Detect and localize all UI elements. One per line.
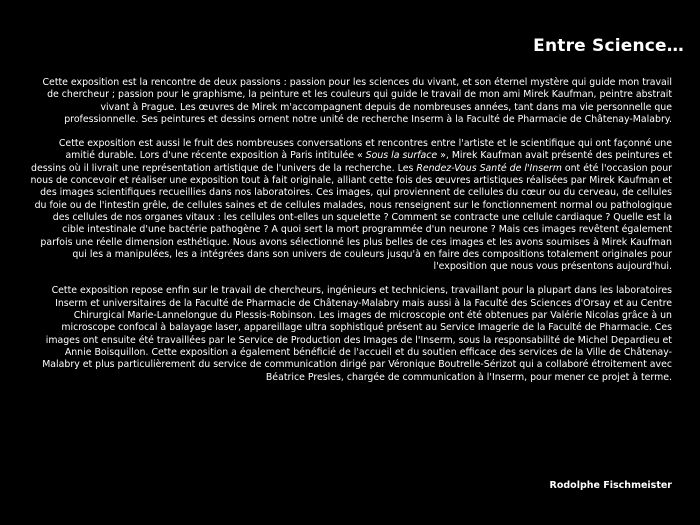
paragraph-collaboration-text-c: ont été l'occasion pour nous de concevoir et réaliser une exposition tout à fait originale, alliant cette fois des œuvres artistiques réalisées par Mirek Kaufman et des images scientifiques recueillies dans nos laboratoires. Ces images, qui proviennent de cellules du cœur ou du cerveau, de cellules du foie ou de l'intestin grêle, de cellules saines et de cellules malades, nous renseignent sur le fonctionnement normal ou pathologique des cellules de nos organes vitaux : les cellules ont-elles un squelette ? Comment se contracte une cellule cardiaque ? Quelle est la cible intestinale d'une bactérie pathogène ? A quoi sert la mort programmée d'un neurone ? Mais ces images revêtent également parfois une réelle dimension esthétique. Nous avons sélectionné les plus belles de ces images et les avons soumises à Mirek Kaufman qui les a manipulées, les a intégrées dans son univers de couleurs jusqu'à en faire des compositions totalement originales pour l'exposition que nous vous présentons aujourd'hui.: [30, 162, 672, 273]
event-name: Rendez-Vous Santé de l'Inserm: [416, 162, 562, 174]
signature: Rodolphe Fischmeister: [549, 480, 672, 491]
paragraph-collaboration-text-a: Cette exposition est aussi le fruit des nombreuses conversations et rencontres entre l'artiste et le scientifique qui ont façonné une amitié durable. Lors d'une récente exposition à Paris intitulée «: [58, 138, 672, 162]
paragraph-credits: [30, 285, 672, 383]
paragraph-intro-text: Cette exposition est la rencontre de deux passions : passion pour les sciences du vivant, et son éternel mystère qui guide mon travail de chercheur ; passion pour le graphisme, la peinture et les couleurs qui guide le travail de mon ami Mirek Kaufman, peintre abstrait vivant à Prague. Les œuvres de Mirek m'accompagnent depuis de nombreuses années, tant dans ma vie personnelle que professionnelle. Ses peintures et dessins ornent notre unité de recherche Inserm à la Faculté de Pharmacie de Châtenay-Malabry.: [42, 77, 672, 125]
paragraph-collaboration: [30, 138, 672, 273]
paragraph-intro: [30, 77, 672, 126]
paragraph-credits-text: Cette exposition repose enfin sur le travail de chercheurs, ingénieurs et techniciens, travaillant pour la plupart dans les laboratoires Inserm et universitaires de la Faculté de Pharmacie de Châtenay-Malabry mais aussi à la Faculté des Sciences d'Orsay et au Centre Chirurgical Marie-Lannelongue du Plessis-Robinson. Les images de microscopie ont été obtenues par Valérie Nicolas grâce à un microscope confocal à balayage laser, appareillage ultra sophistiqué présent au Service Imagerie de la Faculté de Pharmacie. Ces images ont ensuite été travaillées par le Service de Production des Images de l'Inserm, sous la responsabilité de Michel Depardieu et Annie Boisquillon. Cette exposition a également bénéficié de l'accueil et du soutien efficace des services de la Ville de Châtenay-Malabry et plus particulièrement du service de communication dirigé par Véronique Boutrelle-Sérizot qui a collaboré étroitement avec Béatrice Presles, chargée de communication à l'Inserm, pour mener ce projet à terme.: [42, 285, 672, 383]
page-title: Entre Science…: [533, 36, 684, 56]
paragraph-collaboration-text-b: », Mirek Kaufman avait présenté des peintures et dessins où il livrait une représentation artistique de l'univers de la recherche. Les: [31, 150, 672, 174]
body-text: [30, 77, 672, 396]
exhibition-title: Sous la surface: [365, 150, 438, 162]
